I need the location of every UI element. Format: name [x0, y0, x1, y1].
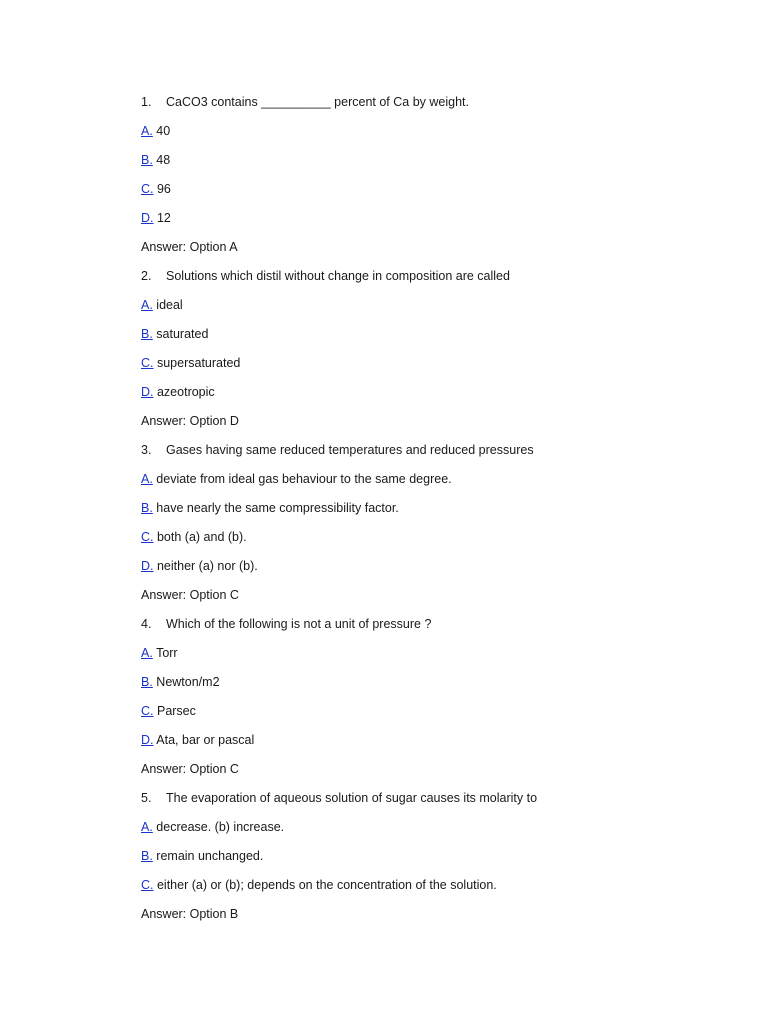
question-5-text: [141, 789, 741, 818]
option-link-b[interactable]: B.: [141, 501, 153, 515]
option-link-c[interactable]: C.: [141, 530, 154, 544]
option-item: [141, 354, 741, 383]
option-text: 40: [156, 124, 171, 138]
option-item: [141, 847, 741, 876]
option-link-c[interactable]: C.: [141, 704, 154, 718]
option-item: [141, 731, 741, 760]
option-text: azeotropic: [156, 385, 215, 399]
option-text: neither (a) nor (b).: [156, 559, 258, 573]
option-item: [141, 499, 741, 528]
option-text: Torr: [156, 646, 178, 660]
option-text: 48: [156, 153, 171, 167]
option-item: [141, 151, 741, 180]
option-text: 12: [156, 211, 171, 225]
option-link-b[interactable]: B.: [141, 849, 153, 863]
question-number: 3.: [141, 443, 152, 457]
question-3-text: [141, 441, 741, 470]
option-link-c[interactable]: C.: [141, 182, 154, 196]
answer-line: Answer: Option C: [141, 588, 239, 602]
question-1-text: [141, 93, 741, 122]
option-text: Newton/m2: [156, 675, 220, 689]
question-number: 4.: [141, 617, 152, 631]
question-number: 5.: [141, 791, 152, 805]
option-item: [141, 818, 741, 847]
question-text: Solutions which distil without change in composition are called: [166, 269, 510, 283]
option-item: [141, 122, 741, 151]
option-text: 96: [156, 182, 171, 196]
option-link-b[interactable]: B.: [141, 327, 153, 341]
question-4-text: [141, 615, 741, 644]
question-number: 2.: [141, 269, 152, 283]
option-link-a[interactable]: A.: [141, 298, 153, 312]
option-link-a[interactable]: A.: [141, 124, 153, 138]
option-link-d[interactable]: D.: [141, 385, 154, 399]
option-text: remain unchanged.: [156, 849, 264, 863]
option-text: Ata, bar or pascal: [156, 733, 255, 747]
question-2-text: [141, 267, 741, 296]
option-item: [141, 702, 741, 731]
answer-line: Answer: Option D: [141, 414, 239, 428]
answer-line: Answer: Option A: [141, 240, 238, 254]
option-text: decrease. (b) increase.: [156, 820, 285, 834]
option-text: Parsec: [156, 704, 196, 718]
option-item: [141, 325, 741, 354]
question-text: The evaporation of aqueous solution of sugar causes its molarity to: [166, 791, 538, 805]
option-item: [141, 383, 741, 412]
option-text: both (a) and (b).: [156, 530, 247, 544]
option-item: [141, 209, 741, 238]
option-text: have nearly the same compressibility factor.: [156, 501, 399, 515]
option-item: [141, 296, 741, 325]
option-item: [141, 876, 741, 905]
question-text: Gases having same reduced temperatures and reduced pressures: [166, 443, 534, 457]
option-link-a[interactable]: A.: [141, 646, 153, 660]
option-item: [141, 470, 741, 499]
option-item: [141, 557, 741, 586]
option-link-c[interactable]: C.: [141, 878, 154, 892]
option-item: [141, 180, 741, 209]
option-link-a[interactable]: A.: [141, 820, 153, 834]
option-text: either (a) or (b); depends on the concentration of the solution.: [156, 878, 497, 892]
option-item: [141, 528, 741, 557]
option-link-c[interactable]: C.: [141, 356, 154, 370]
option-link-d[interactable]: D.: [141, 733, 154, 747]
answer-line: Answer: Option B: [141, 907, 239, 921]
option-text: ideal: [156, 298, 183, 312]
question-number: 1.: [141, 95, 152, 109]
option-text: supersaturated: [156, 356, 241, 370]
option-text: deviate from ideal gas behaviour to the same degree.: [156, 472, 452, 486]
option-link-d[interactable]: D.: [141, 559, 154, 573]
question-list: [141, 93, 741, 934]
question-text: Which of the following is not a unit of pressure ?: [166, 617, 432, 631]
option-link-b[interactable]: B.: [141, 675, 153, 689]
option-item: [141, 673, 741, 702]
option-link-d[interactable]: D.: [141, 211, 154, 225]
option-link-b[interactable]: B.: [141, 153, 153, 167]
option-text: saturated: [156, 327, 209, 341]
option-item: [141, 644, 741, 673]
answer-line: Answer: Option C: [141, 762, 239, 776]
option-link-a[interactable]: A.: [141, 472, 153, 486]
question-text: CaCO3 contains __________ percent of Ca by weight.: [166, 95, 469, 109]
